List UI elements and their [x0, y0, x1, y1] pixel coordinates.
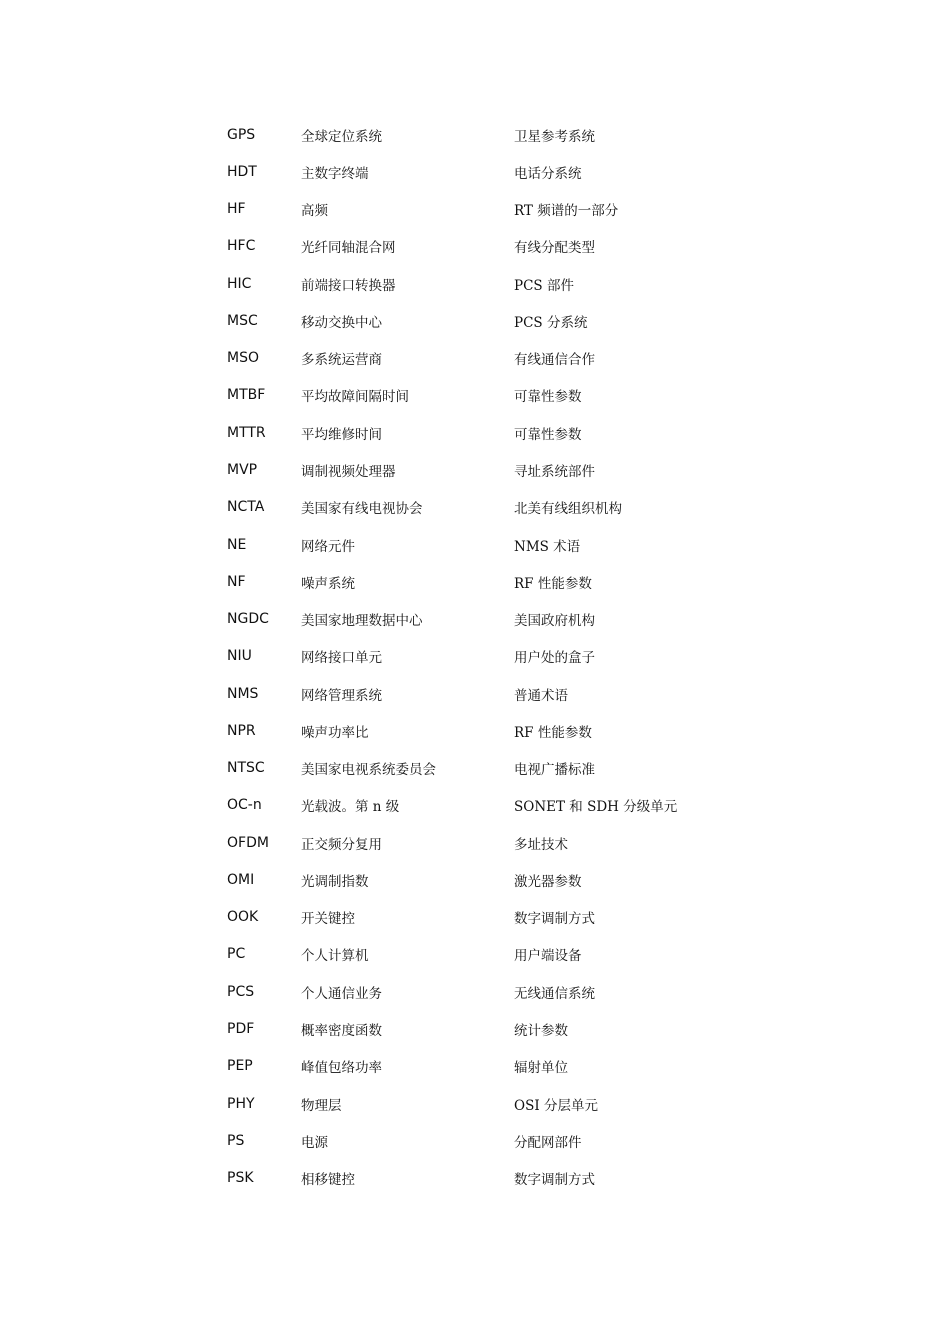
category: SONET 和 SDH 分级单元 [514, 799, 678, 816]
category: PCS 分系统 [514, 314, 588, 331]
category: 电话分系统 [514, 165, 582, 182]
abbreviation: NPR [227, 722, 256, 739]
abbreviation: MTTR [227, 424, 266, 441]
abbreviation: NCTA [227, 499, 265, 516]
full-name: 光纤同轴混合网 [301, 240, 396, 257]
category: 分配网部件 [514, 1134, 582, 1151]
category: 电视广播标准 [514, 762, 595, 779]
list-item [227, 1048, 747, 1085]
list-item [227, 638, 747, 675]
full-name: 移动交换中心 [301, 314, 382, 331]
abbreviation: PHY [227, 1095, 255, 1112]
full-name: 前端接口转换器 [301, 277, 396, 294]
list-item [227, 824, 747, 861]
abbreviation: NIU [227, 648, 252, 665]
category: 统计参数 [514, 1023, 568, 1039]
abbreviation: OOK [227, 909, 259, 926]
category: 有线通信合作 [514, 352, 595, 369]
full-name: 个人计算机 [301, 948, 369, 965]
category: OSI 分层单元 [514, 1097, 598, 1114]
category: 可靠性参数 [514, 426, 582, 443]
list-item [227, 489, 747, 526]
list-item [227, 526, 747, 563]
abbreviation: MTBF [227, 387, 266, 404]
full-name: 网络元件 [301, 538, 355, 555]
full-name: 光载波。第 n 级 [301, 799, 400, 816]
abbreviation: NF [227, 573, 246, 590]
list-item [227, 1010, 747, 1047]
full-name: 正交频分复用 [301, 836, 382, 853]
full-name: 物理层 [301, 1097, 342, 1114]
full-name: 噪声功率比 [301, 724, 369, 741]
category: NMS 术语 [514, 538, 581, 555]
list-item [227, 228, 747, 265]
list-item [227, 675, 747, 712]
category: 寻址系统部件 [514, 464, 595, 481]
list-item [227, 861, 747, 898]
list-item [227, 451, 747, 488]
category: 有线分配类型 [514, 240, 595, 257]
abbreviation: NMS [227, 685, 259, 702]
full-name: 高频 [301, 203, 328, 220]
full-name: 个人通信业务 [301, 985, 382, 1002]
abbreviation: MVP [227, 462, 258, 479]
abbreviation: MSC [227, 312, 258, 329]
list-item [227, 563, 747, 600]
abbreviation: NGDC [227, 611, 269, 628]
abbreviation: PDF [227, 1021, 255, 1037]
abbreviation: PCS [227, 983, 255, 1000]
abbreviation: OC-n [227, 797, 262, 814]
list-item [227, 712, 747, 749]
category: 用户端设备 [514, 948, 582, 965]
list-item [227, 302, 747, 339]
list-item [227, 936, 747, 973]
list-item [227, 1085, 747, 1122]
abbreviation: MSO [227, 350, 259, 367]
category: 普通术语 [514, 687, 568, 704]
full-name: 噪声系统 [301, 575, 355, 592]
full-name: 网络管理系统 [301, 687, 382, 704]
full-name: 电源 [301, 1134, 328, 1151]
category: PCS 部件 [514, 277, 574, 294]
category: 美国政府机构 [514, 613, 595, 630]
list-item [227, 1159, 747, 1196]
category: 无线通信系统 [514, 985, 595, 1002]
abbreviation: PS [227, 1132, 245, 1149]
full-name: 概率密度函数 [301, 1023, 382, 1039]
list-item [227, 899, 747, 936]
list-item [227, 600, 747, 637]
category: RF 性能参数 [514, 575, 592, 592]
list-item [227, 750, 747, 787]
category: 北美有线组织机构 [514, 501, 622, 518]
category: 激光器参数 [514, 873, 582, 890]
abbreviation: OMI [227, 871, 255, 888]
full-name: 平均维修时间 [301, 426, 382, 443]
full-name: 开关键控 [301, 911, 355, 928]
full-name: 美国家电视系统委员会 [301, 762, 436, 779]
abbreviation: GPS [227, 126, 256, 143]
list-item [227, 973, 747, 1010]
list-item [227, 414, 747, 451]
abbreviation: OFDM [227, 834, 269, 851]
abbreviation: HDT [227, 163, 257, 180]
abbreviation: HIC [227, 275, 252, 292]
abbreviation: PSK [227, 1170, 254, 1187]
abbreviation: PEP [227, 1058, 253, 1075]
category: 数字调制方式 [514, 1172, 595, 1189]
category: RF 性能参数 [514, 724, 592, 741]
full-name: 全球定位系统 [301, 128, 382, 145]
full-name: 光调制指数 [301, 873, 369, 890]
category: 数字调制方式 [514, 911, 595, 928]
list-item [227, 265, 747, 302]
category: 卫星参考系统 [514, 128, 595, 145]
abbreviation: NTSC [227, 760, 265, 777]
category: 辐射单位 [514, 1060, 568, 1077]
abbreviation: HF [227, 201, 246, 218]
category: 可靠性参数 [514, 389, 582, 406]
list-item [227, 191, 747, 228]
list-item [227, 340, 747, 377]
category: 多址技术 [514, 836, 568, 853]
full-name: 峰值包络功率 [301, 1060, 382, 1077]
list-item [227, 153, 747, 190]
abbreviation: HFC [227, 238, 256, 255]
list-item [227, 787, 747, 824]
abbreviation-list [227, 116, 747, 1197]
full-name: 多系统运营商 [301, 352, 382, 369]
category: 用户处的盒子 [514, 650, 595, 667]
full-name: 美国家有线电视协会 [301, 501, 423, 518]
full-name: 网络接口单元 [301, 650, 382, 667]
full-name: 调制视频处理器 [301, 464, 396, 481]
category: RT 频谱的一部分 [514, 203, 619, 220]
list-item [227, 1122, 747, 1159]
full-name: 相移键控 [301, 1172, 355, 1189]
full-name: 主数字终端 [301, 165, 369, 182]
abbreviation: PC [227, 946, 246, 963]
list-item [227, 116, 747, 153]
full-name: 平均故障间隔时间 [301, 389, 409, 406]
full-name: 美国家地理数据中心 [301, 613, 423, 630]
list-item [227, 377, 747, 414]
abbreviation: NE [227, 536, 247, 553]
